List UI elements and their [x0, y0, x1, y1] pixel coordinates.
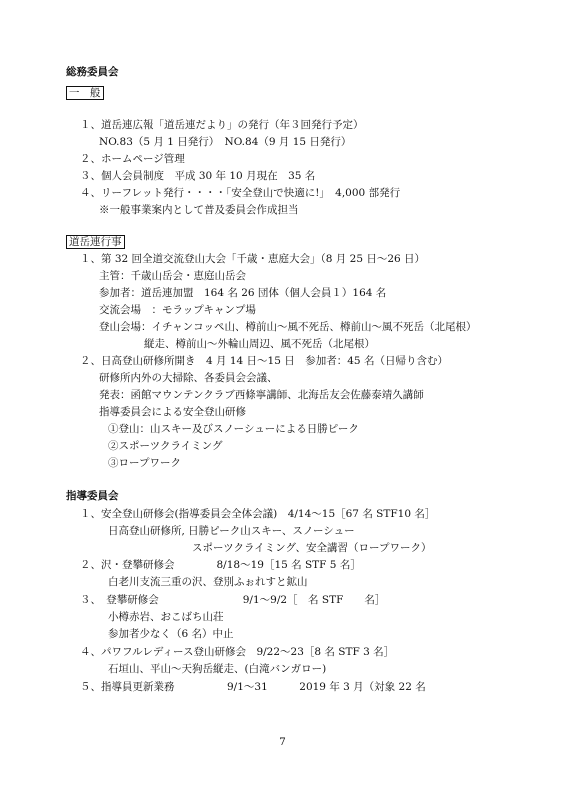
- dogakuren-item-2: ２、日高登山研修所開き 4 月 14 日～15 日 参加者：45 名（日帰り含む）: [80, 355, 448, 367]
- somu-item-1-detail: NO.83（5 月 1 日発行） NO.84（9 月 15 日発行）: [99, 136, 352, 148]
- shido-committee-heading: 指導委員会: [66, 490, 119, 502]
- somu-item-4: ４、リーフレット発行・・・・「安全登山で快適に!」 4,000 部発行: [80, 187, 401, 199]
- dogakuren-item-1-climb-sites: 登山会場：イチャンコッペ山、樽前山～風不死岳、樽前山～風不死岳（北尾根）: [99, 321, 477, 333]
- dogakuren-item-1: １、第 32 回全道交流登山大会「千歳・恵庭大会」（8 月 25 日～26 日）: [80, 253, 426, 265]
- dogakuren-item-2-training: 指導委員会による安全登山研修: [99, 406, 246, 418]
- shido-item-2-detail: 白老川支流三重の沢、登別ふぉれすと鉱山: [108, 576, 308, 588]
- somu-item-2: ２、ホームページ管理: [80, 153, 185, 165]
- somu-committee-heading: 総務委員会: [66, 66, 119, 78]
- shido-item-2: ２、沢・登攀研修会 8/18～19［15 名 STF 5 名］: [80, 559, 361, 571]
- somu-item-1: １、道岳連広報「道岳連だより」の発行（年３回発行予定）: [80, 119, 364, 131]
- somu-item-3: ３、個人会員制度 平成 30 年 10 月現在 35 名: [80, 170, 316, 182]
- dogakuren-events-box: [66, 235, 125, 249]
- dogakuren-training-3: ③ロープワーク: [108, 457, 181, 469]
- shido-item-3: ３、 登攀研修会 9/1～9/2［ 名 STF 名］: [80, 594, 386, 606]
- somu-item-4-note: ※一般事業案内として普及委員会作成担当: [99, 204, 299, 216]
- dogakuren-item-1-climb-sites-cont: 縦走、樽前山～外輪山周辺、風不死岳（北尾根）: [144, 338, 375, 350]
- shido-item-4: ４、パワフルレディース登山研修会 9/22～23［8 名 STF 3 名］: [80, 646, 395, 658]
- dogakuren-training-1: ①登山：山スキー及びスノーシューによる日勝ピーク: [108, 423, 359, 435]
- dogakuren-training-2: ②スポーツクライミング: [108, 440, 223, 452]
- dogakuren-item-1-organizer: 主管：千歳山岳会・恵庭山岳会: [99, 270, 246, 282]
- general-label: 一 般: [66, 86, 104, 100]
- dogakuren-item-1-venue: 交流会場 ：モラップキャンプ場: [99, 304, 256, 316]
- dogakuren-events-label: 道岳連行事: [66, 235, 125, 249]
- shido-item-3-note: 参加者少なく（6 名）中止: [108, 628, 234, 640]
- shido-item-1-detail-cont: スポーツクライミング、安全講習（ロープワーク）: [192, 542, 432, 554]
- shido-item-1: １、安全登山研修会(指導委員会全体会議) 4/14～15［67 名 STF10 名］: [80, 508, 436, 520]
- shido-item-1-detail: 日高登山研修所, 日勝ピーク山スキー、スノーシュー: [108, 525, 355, 537]
- general-section-box: [66, 86, 104, 100]
- shido-item-3-detail: 小樽赤岩、おこばち山荘: [108, 611, 224, 623]
- dogakuren-item-2-cleaning: 研修所内外の大掃除、各委員会会議、: [99, 372, 278, 384]
- shido-item-5: ５、指導員更新業務 9/1～31 2019 年 3 月（対象 22 名: [80, 681, 426, 693]
- dogakuren-item-1-participants: 参加者：道岳連加盟 164 名 26 団体（個人会員１）164 名: [99, 287, 387, 299]
- dogakuren-item-2-presenters: 発表：函館マウンテンクラブ西條寧講師、北海岳友会佐藤泰靖久講師: [99, 389, 424, 401]
- page-number: 7: [279, 736, 286, 748]
- shido-item-4-detail: 石垣山、平山～天狗岳縦走、(白滝バンガロー): [108, 663, 327, 675]
